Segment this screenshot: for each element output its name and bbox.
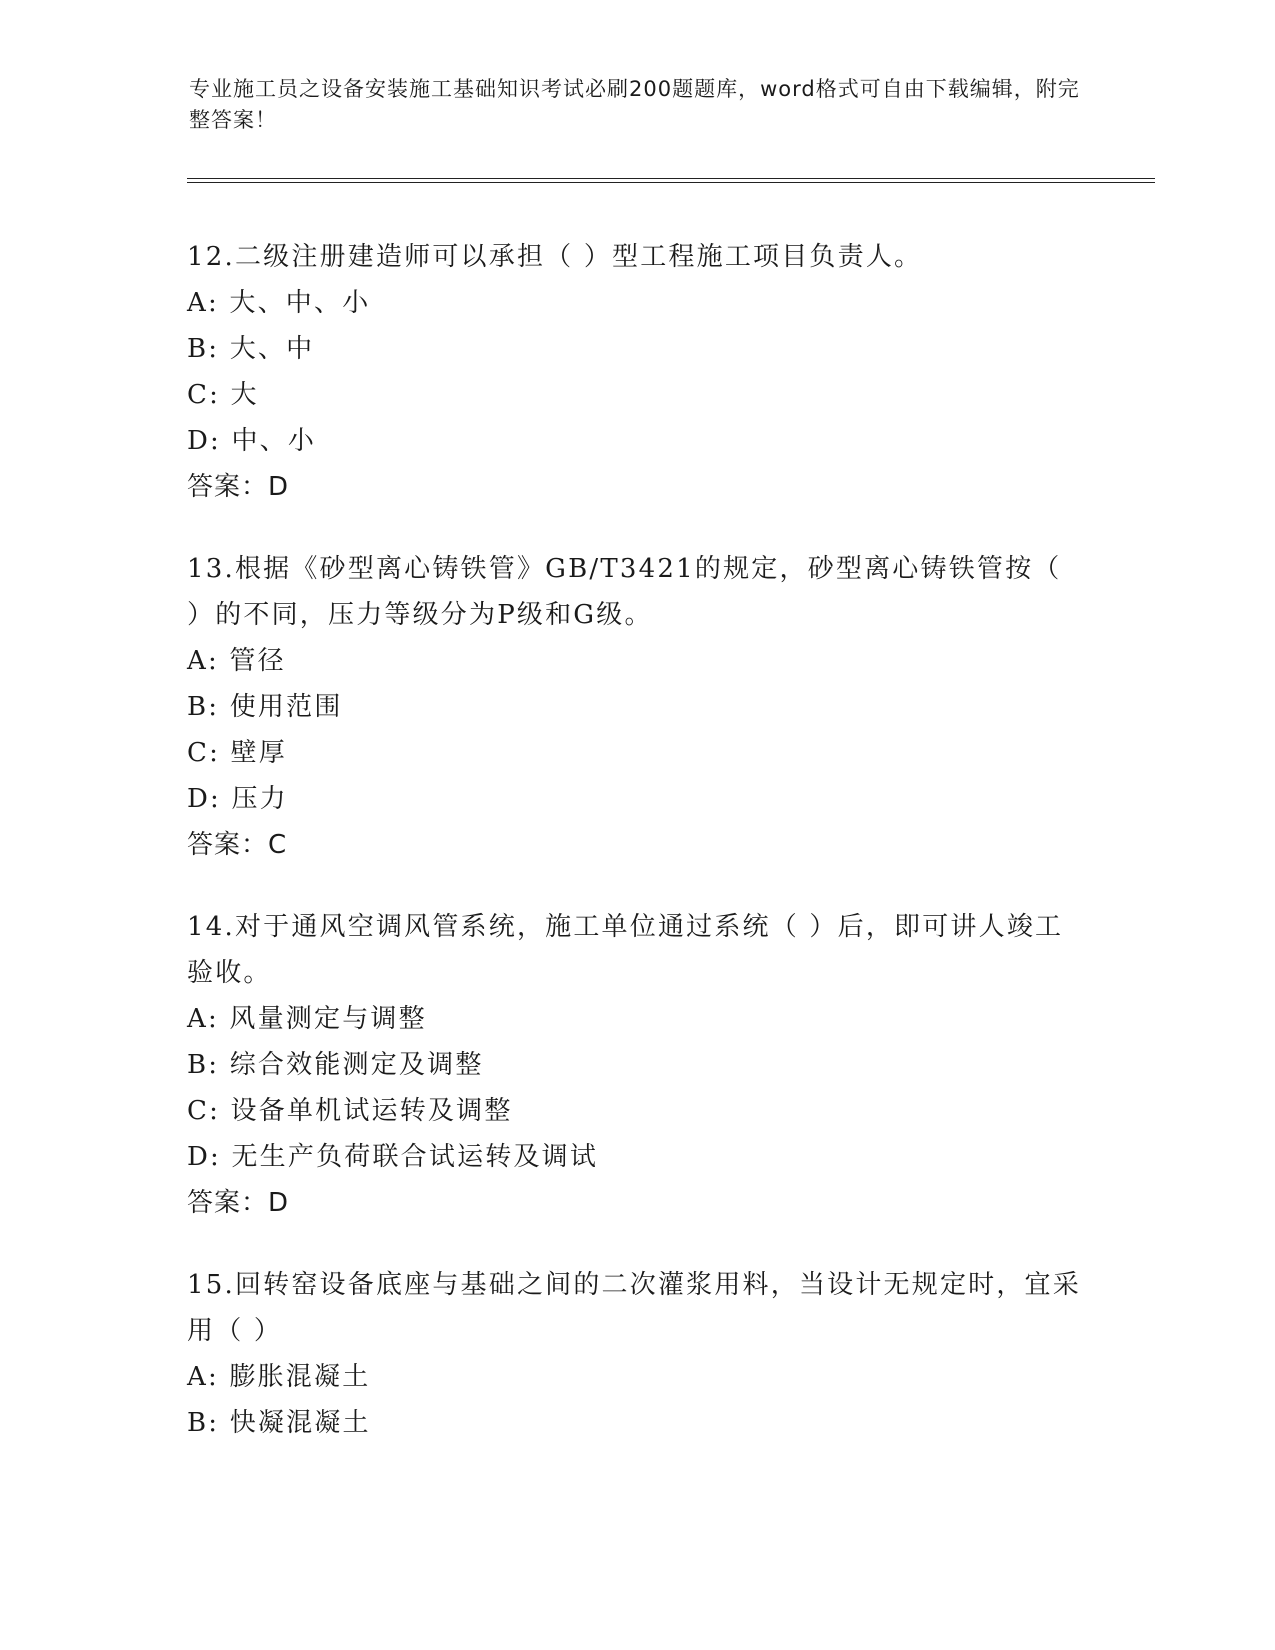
header-divider-top (187, 178, 1155, 179)
answer-label: 答案：D (187, 472, 290, 502)
answer-label: 答案：D (187, 1188, 290, 1218)
document-header: 专业施工员之设备安装施工基础知识考试必刷200题题库，word格式可自由下载编辑，附完整答案！ (189, 77, 1080, 132)
option-a: A: 大、中、小 (187, 288, 371, 318)
question-14 (187, 904, 1087, 1226)
option-c: C: 设备单机试运转及调整 (187, 1096, 513, 1126)
option-a: A: 膨胀混凝土 (187, 1362, 371, 1392)
option-d: D: 无生产负荷联合试运转及调试 (187, 1142, 599, 1172)
question-15 (187, 1262, 1087, 1446)
question-stem: 13.根据《砂型离心铸铁管》GB/T3421的规定，砂型离心铸铁管按（ ）的不同，压力等级分为P级和G级。 (187, 554, 1062, 630)
question-13 (187, 546, 1087, 868)
option-a: A: 管径 (187, 646, 286, 676)
option-c: C: 壁厚 (187, 738, 287, 768)
option-b: B: 综合效能测定及调整 (187, 1050, 484, 1080)
option-b: B: 大、中 (187, 334, 315, 364)
header-divider-bottom (187, 182, 1155, 183)
option-d: D: 中、小 (187, 426, 317, 456)
option-b: B: 快凝混凝土 (187, 1408, 371, 1438)
option-d: D: 压力 (187, 784, 288, 814)
option-c: C: 大 (187, 380, 259, 410)
option-a: A: 风量测定与调整 (187, 1004, 427, 1034)
question-stem: 14.对于通风空调风管系统，施工单位通过系统（ ）后，即可讲人竣工验收。 (187, 912, 1064, 988)
question-list (187, 234, 1087, 1482)
question-stem: 15.回转窑设备底座与基础之间的二次灌浆用料，当设计无规定时，宜采用（ ） (187, 1270, 1081, 1346)
question-stem: 12.二级注册建造师可以承担（ ）型工程施工项目负责人。 (187, 242, 923, 272)
question-12 (187, 234, 1087, 510)
answer-label: 答案：C (187, 830, 288, 860)
option-b: B: 使用范围 (187, 692, 343, 722)
